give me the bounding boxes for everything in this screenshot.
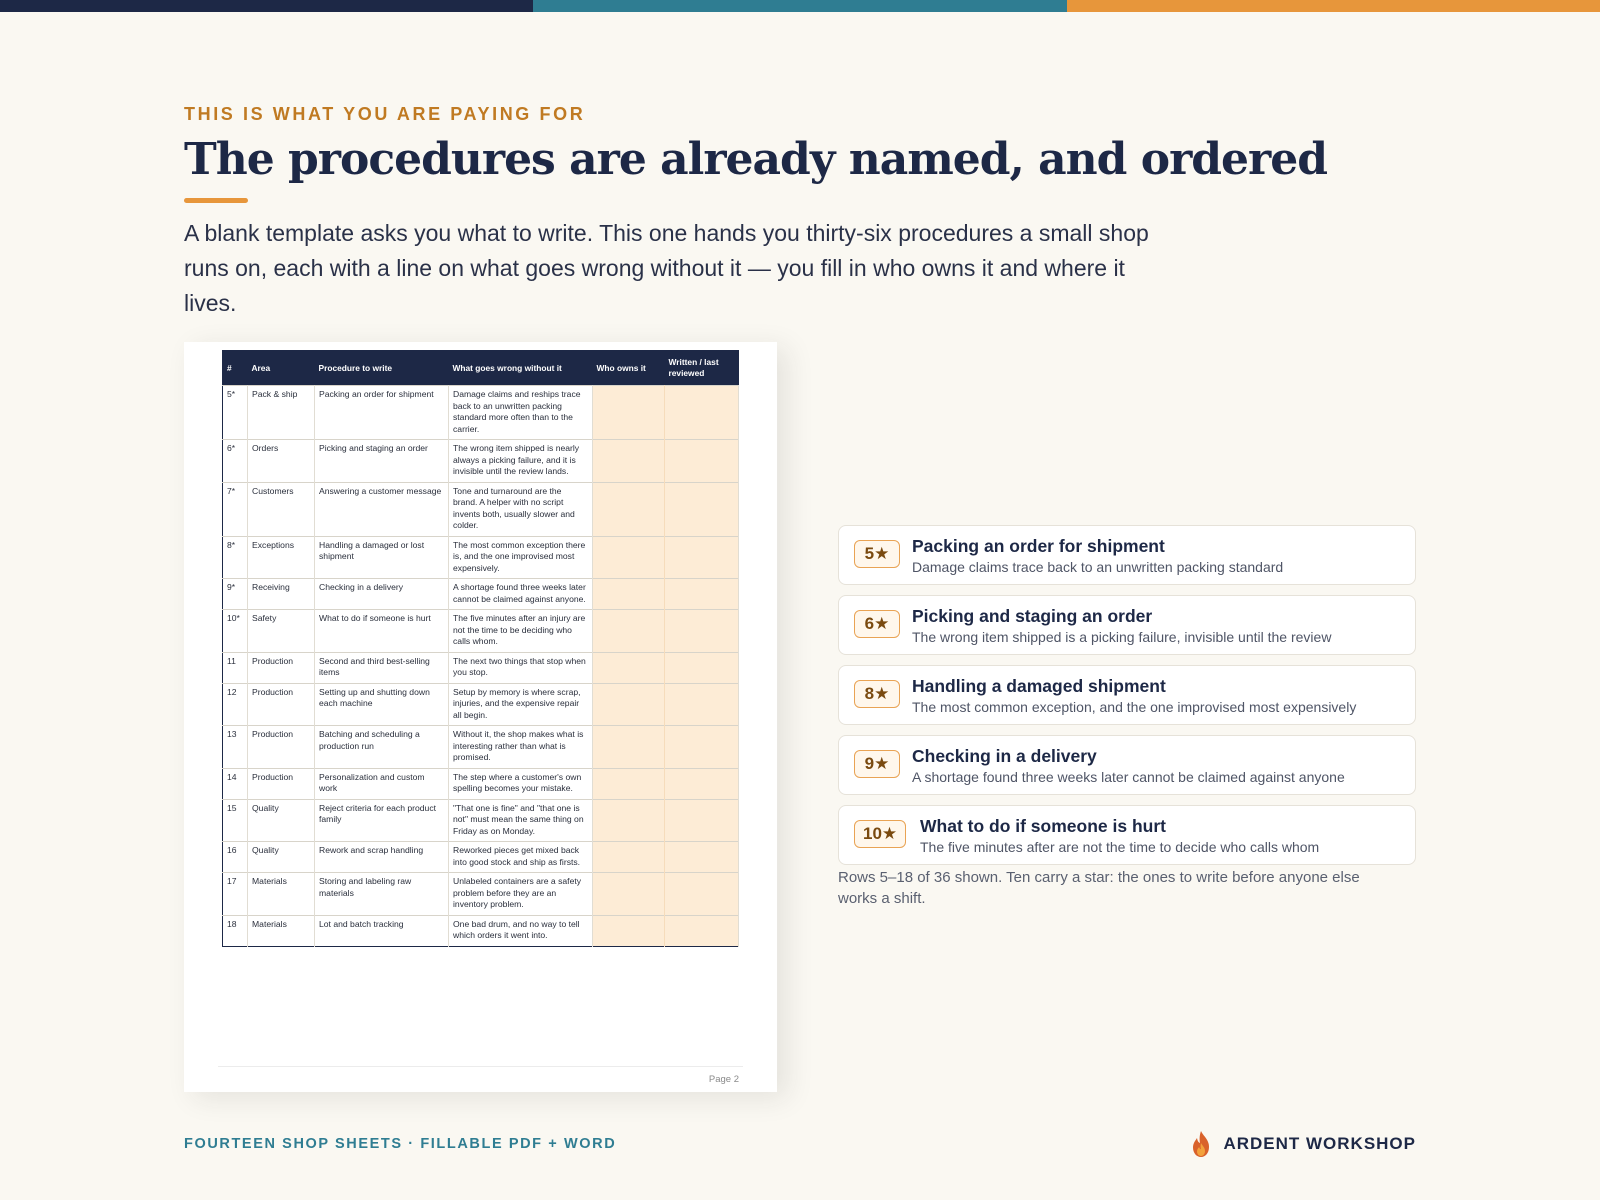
owner-fill-cell[interactable] — [593, 768, 665, 799]
row-number: 7* — [223, 482, 248, 536]
table-row — [223, 652, 739, 683]
row-procedure: Checking in a delivery — [315, 579, 449, 610]
owner-fill-cell[interactable] — [593, 726, 665, 769]
table-row — [223, 579, 739, 610]
row-area: Materials — [248, 915, 315, 946]
brand-name: ARDENT WORKSHOP — [1223, 1134, 1416, 1153]
row-number: 17 — [223, 873, 248, 916]
footer-tagline: FOURTEEN SHOP SHEETS · FILLABLE PDF + WORD — [184, 1136, 617, 1152]
card-description: The wrong item shipped is a picking failure, invisible until the review — [912, 629, 1332, 645]
card-title: Handling a damaged shipment — [912, 676, 1166, 696]
page-title: The procedures are already named, and ordered — [184, 134, 1327, 185]
card-title: What to do if someone is hurt — [920, 816, 1166, 836]
row-area: Orders — [248, 440, 315, 483]
row-risk: The next two things that stop when you stop. — [449, 652, 593, 683]
row-area: Receiving — [248, 579, 315, 610]
card-title: Checking in a delivery — [912, 746, 1097, 766]
row-risk: Tone and turnaround are the brand. A helper with no script invents both, usually slower and colder. — [449, 482, 593, 536]
column-header: Procedure to write — [315, 351, 449, 386]
highlight-card — [838, 805, 1416, 865]
table-row — [223, 386, 739, 440]
row-area: Pack & ship — [248, 386, 315, 440]
highlight-list — [838, 525, 1416, 875]
brand-lockup — [1189, 1130, 1416, 1158]
row-risk: Reworked pieces get mixed back into good stock and ship as firsts. — [449, 842, 593, 873]
table-header-row — [223, 351, 739, 386]
row-number: 10* — [223, 610, 248, 653]
document-page-preview — [184, 342, 777, 1092]
row-risk: The step where a customer's own spelling becomes your mistake. — [449, 768, 593, 799]
page-footer-rule — [218, 1066, 743, 1067]
row-risk: Without it, the shop makes what is interesting rather than what is promised. — [449, 726, 593, 769]
row-number: 8* — [223, 536, 248, 579]
row-procedure: Storing and labeling raw materials — [315, 873, 449, 916]
card-description: The five minutes after are not the time to decide who calls whom — [920, 839, 1320, 855]
row-procedure: Packing an order for shipment — [315, 386, 449, 440]
row-procedure: Setting up and shutting down each machine — [315, 683, 449, 726]
owner-fill-cell[interactable] — [593, 536, 665, 579]
card-title: Packing an order for shipment — [912, 536, 1165, 556]
reviewed-fill-cell[interactable] — [665, 915, 739, 946]
row-procedure: What to do if someone is hurt — [315, 610, 449, 653]
row-procedure: Picking and staging an order — [315, 440, 449, 483]
reviewed-fill-cell[interactable] — [665, 726, 739, 769]
row-risk: Damage claims and reships trace back to an unwritten packing standard more often than to the carrier. — [449, 386, 593, 440]
row-risk: The wrong item shipped is nearly always a picking failure, and it is invisible until the review lands. — [449, 440, 593, 483]
row-number: 15 — [223, 799, 248, 842]
row-area: Materials — [248, 873, 315, 916]
column-header: Written / last reviewed — [665, 351, 739, 386]
top-bar-orange — [1067, 0, 1600, 12]
reviewed-fill-cell[interactable] — [665, 652, 739, 683]
reviewed-fill-cell[interactable] — [665, 683, 739, 726]
row-number: 11 — [223, 652, 248, 683]
table-row — [223, 842, 739, 873]
row-procedure: Handling a damaged or lost shipment — [315, 536, 449, 579]
reviewed-fill-cell[interactable] — [665, 610, 739, 653]
row-area: Production — [248, 652, 315, 683]
top-color-bar — [0, 0, 1600, 12]
star-badge: 9★ — [854, 750, 900, 778]
table-row — [223, 768, 739, 799]
reviewed-fill-cell[interactable] — [665, 842, 739, 873]
row-risk: "That one is fine" and "that one is not" must mean the same thing on Friday as on Monday. — [449, 799, 593, 842]
top-bar-navy — [0, 0, 533, 12]
reviewed-fill-cell[interactable] — [665, 536, 739, 579]
owner-fill-cell[interactable] — [593, 440, 665, 483]
row-procedure: Rework and scrap handling — [315, 842, 449, 873]
row-area: Exceptions — [248, 536, 315, 579]
row-number: 18 — [223, 915, 248, 946]
owner-fill-cell[interactable] — [593, 386, 665, 440]
row-risk: One bad drum, and no way to tell which orders it went into. — [449, 915, 593, 946]
owner-fill-cell[interactable] — [593, 482, 665, 536]
reviewed-fill-cell[interactable] — [665, 768, 739, 799]
row-risk: The most common exception there is, and the one improvised most expensively. — [449, 536, 593, 579]
row-number: 5* — [223, 386, 248, 440]
reviewed-fill-cell[interactable] — [665, 579, 739, 610]
row-risk: The five minutes after an injury are not the time to be deciding who calls whom. — [449, 610, 593, 653]
row-area: Production — [248, 726, 315, 769]
row-area: Customers — [248, 482, 315, 536]
table-row — [223, 799, 739, 842]
table-row — [223, 726, 739, 769]
star-badge: 10★ — [854, 820, 906, 848]
table-row — [223, 915, 739, 946]
star-badge: 6★ — [854, 610, 900, 638]
owner-fill-cell[interactable] — [593, 610, 665, 653]
row-area: Production — [248, 768, 315, 799]
row-procedure: Batching and scheduling a production run — [315, 726, 449, 769]
owner-fill-cell[interactable] — [593, 799, 665, 842]
row-area: Quality — [248, 842, 315, 873]
column-header: Who owns it — [593, 351, 665, 386]
owner-fill-cell[interactable] — [593, 842, 665, 873]
rows-note: Rows 5–18 of 36 shown. Ten carry a star: the ones to write before anyone else works a shift. — [838, 869, 1360, 907]
star-badge: 8★ — [854, 680, 900, 708]
highlight-card — [838, 735, 1416, 795]
row-procedure: Lot and batch tracking — [315, 915, 449, 946]
row-number: 9* — [223, 579, 248, 610]
table-row — [223, 873, 739, 916]
row-risk: Setup by memory is where scrap, injuries, and the expensive repair all begin. — [449, 683, 593, 726]
reviewed-fill-cell[interactable] — [665, 440, 739, 483]
procedure-table — [222, 350, 739, 947]
owner-fill-cell[interactable] — [593, 873, 665, 916]
row-number: 16 — [223, 842, 248, 873]
row-risk: A shortage found three weeks later cannot be claimed against anyone. — [449, 579, 593, 610]
card-title: Picking and staging an order — [912, 606, 1153, 626]
row-procedure: Second and third best-selling items — [315, 652, 449, 683]
reviewed-fill-cell[interactable] — [665, 482, 739, 536]
row-area: Production — [248, 683, 315, 726]
row-number: 12 — [223, 683, 248, 726]
row-procedure: Answering a customer message — [315, 482, 449, 536]
highlight-card — [838, 595, 1416, 655]
highlight-card — [838, 525, 1416, 585]
flame-icon — [1189, 1130, 1213, 1158]
star-badge: 5★ — [854, 540, 900, 568]
owner-fill-cell[interactable] — [593, 652, 665, 683]
highlight-card — [838, 665, 1416, 725]
row-procedure: Personalization and custom work — [315, 768, 449, 799]
column-header: What goes wrong without it — [449, 351, 593, 386]
table-row — [223, 610, 739, 653]
row-area: Safety — [248, 610, 315, 653]
table-row — [223, 683, 739, 726]
table-row — [223, 440, 739, 483]
owner-fill-cell[interactable] — [593, 915, 665, 946]
lede-paragraph: A blank template asks you what to write. This one hands you thirty-six procedures a small shop runs on, each with a line on what goes wrong without it — you fill in who owns it and where it lives. — [184, 220, 1149, 316]
card-description: Damage claims trace back to an unwritten packing standard — [912, 559, 1284, 575]
owner-fill-cell[interactable] — [593, 683, 665, 726]
row-number: 6* — [223, 440, 248, 483]
reviewed-fill-cell[interactable] — [665, 873, 739, 916]
title-underline — [184, 198, 248, 203]
reviewed-fill-cell[interactable] — [665, 386, 739, 440]
top-bar-teal — [533, 0, 1066, 12]
owner-fill-cell[interactable] — [593, 579, 665, 610]
column-header: Area — [248, 351, 315, 386]
eyebrow: THIS IS WHAT YOU ARE PAYING FOR — [184, 104, 586, 124]
column-header: # — [223, 351, 248, 386]
table-row — [223, 536, 739, 579]
row-area: Quality — [248, 799, 315, 842]
card-description: The most common exception, and the one improvised most expensively — [912, 699, 1357, 715]
row-number: 14 — [223, 768, 248, 799]
row-risk: Unlabeled containers are a safety problem before they are an inventory problem. — [449, 873, 593, 916]
row-procedure: Reject criteria for each product family — [315, 799, 449, 842]
reviewed-fill-cell[interactable] — [665, 799, 739, 842]
table-row — [223, 482, 739, 536]
card-description: A shortage found three weeks later cannot be claimed against anyone — [912, 769, 1345, 785]
row-number: 13 — [223, 726, 248, 769]
page-number: Page 2 — [708, 1074, 739, 1085]
